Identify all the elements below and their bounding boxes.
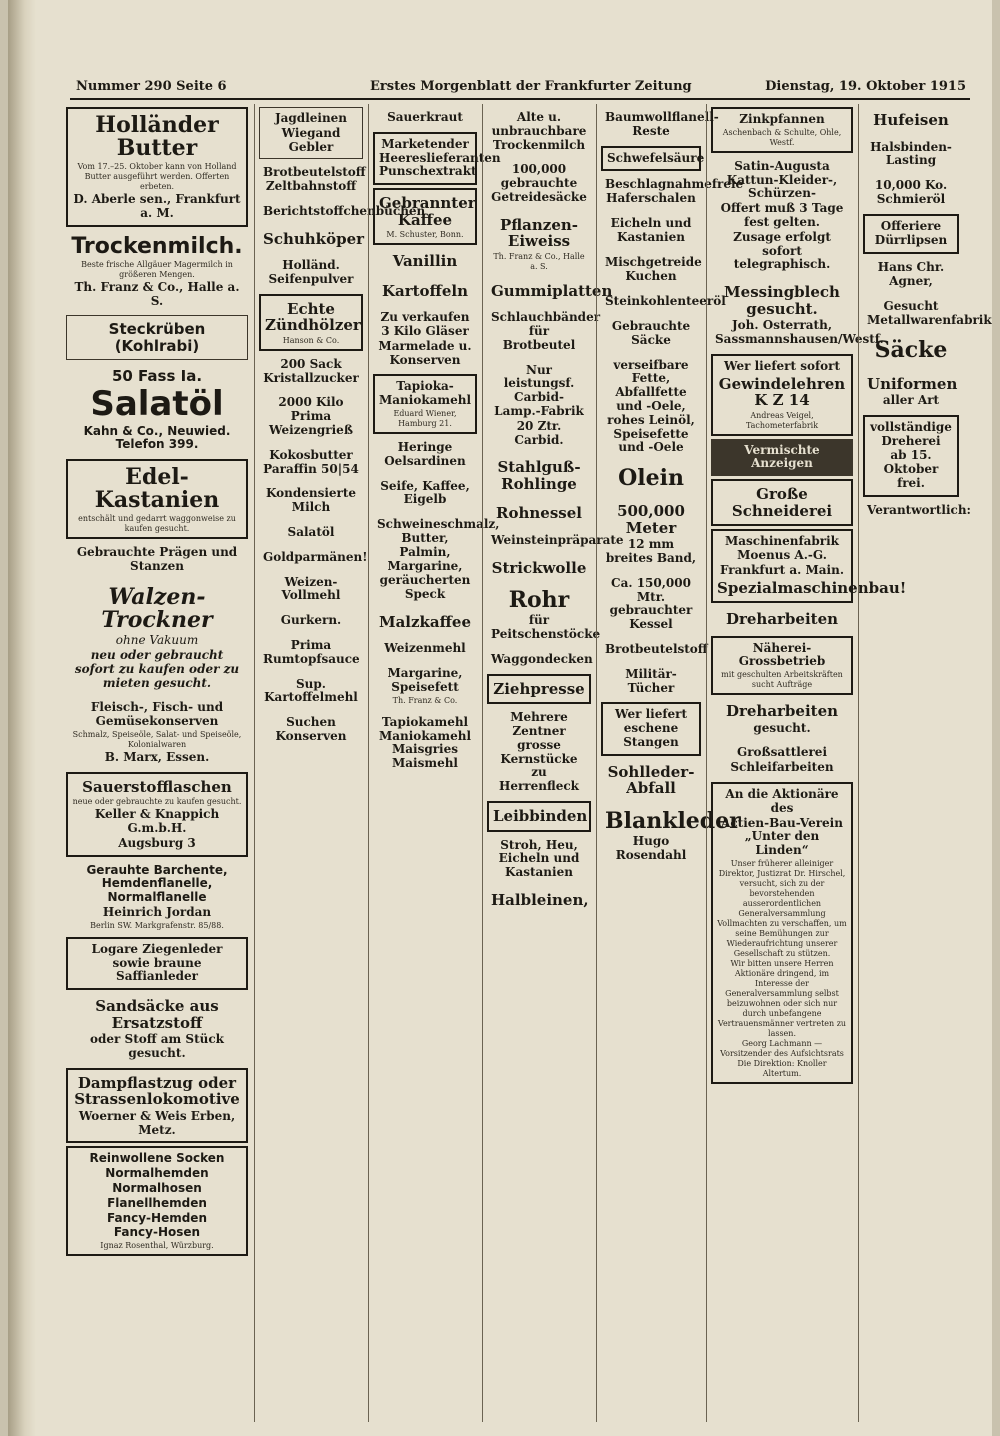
ad-tapioka [373,374,477,434]
ad-title: Schweineschmalz, Butter, Palmin, Margarine, [377,517,500,573]
ad-konserven-gesucht [259,712,363,748]
ad-title: Holländ. Seifenpulver [268,258,354,287]
ad-kondensmilch [259,483,363,519]
socks-line: Normalhosen [112,1181,202,1196]
ad-sender: Heinrich Jordan [102,905,212,920]
ad-title: Weinsteinpräparate [491,532,624,547]
ad-halbleinen [487,887,591,914]
ad-sender: Aschenbach & Schulte, Ohle, Westf. [722,127,842,147]
ad-title: Halbleinen, [491,890,589,909]
ad-band [601,498,701,570]
ad-title: Baumwollflanell-Reste [605,110,719,138]
ad-title: Säcke [874,337,948,364]
ad-grosssattlerei [711,742,853,779]
ad-title: Heringe Oelsardinen [384,439,466,468]
ad-title: Gewindelehren K Z 14 [718,374,846,410]
ad-herrenfleck [487,707,591,798]
ad-title: Dreharbeiten [725,610,839,629]
ad-title: Margarine, Speisefett [387,666,463,695]
ad-sohlleder [601,759,701,802]
ad-sender: Keller & Knappich G.m.b.H. [94,807,220,836]
ad-text: Schmalz, Speiseöle, Salat- und Speiseöle, Kolonialwaren [72,730,242,749]
ad-steckrueben [66,315,248,360]
section-header [711,439,853,477]
ad-title: Dreharbeiten [725,702,839,721]
ad-kristallzucker [259,354,363,390]
ad-sender: Th. Franz & Co., Halle a. S. [493,251,585,271]
ad-quantity: 50 Fass Ia. [111,367,203,386]
ad-question: Wer liefert sofort [723,358,840,373]
ad-text: Beste frische Allgäuer Magermilch in größeren Mengen. [81,259,233,279]
notice-text-2: Wir bitten unsere Herren Aktionäre dringend, im Interesse der Generalversammlung selbst beizuwohnen oder sich nur durch unbefangene Vertrauensmänner vertreten zu lassen. [717,959,847,1039]
ad-title: Echte Zündhölzer [265,299,361,335]
ad-title: 2000 Kilo Prima Weizengrieß [269,395,353,438]
ad-agner [863,257,959,293]
ad-subtitle: geräucherten Speck [379,573,471,602]
ad-title: Brotbeutelstoff [605,642,708,657]
ad-brotbeutelstoff-2 [601,639,708,661]
ad-haferschalen [601,174,744,210]
ad-title: Ziehpresse [493,679,585,698]
ad-title: Suchen Konserven [275,715,347,744]
ad-title: Uniformen [867,374,958,393]
ad-eicheln [601,213,701,249]
ad-weinstein [487,530,624,552]
ad-metallwarenfabrik [863,296,992,332]
ad-title: Edel-Kastanien [94,464,220,514]
ad-schlauchbaender [487,307,601,356]
ad-text: mit geschulten Arbeitskräften sucht Aufträge [721,670,843,690]
ad-title: Ca. 150,000 Mtr. gebrauchter Kessel [609,575,693,632]
column-4 [482,104,624,1422]
ad-title: verseifbare Fette, Abfallfette und -Oele, rohes Leinöl, Speisefette und -Oele [607,357,695,455]
ad-subtitle: 12 mm breites Band, [605,537,697,566]
ad-subtitle: gesucht. [753,720,811,735]
notice-signature: Georg Lachmann — Vorsitzender des Aufsichtsrats [720,1039,844,1059]
column-3 [368,104,501,1422]
ad-title: Gerauhte Barchente, Hemdenflanelle, Normalflanelle [86,862,228,905]
ad-dreharbeiten-gesucht [711,698,853,739]
ad-title: Seife, Kaffee, Eigelb [380,478,470,507]
notice-text: Unser früherer alleiniger Direktor, Justizrat Dr. Hirschel, versucht, sich zu der bevorstehenden ausserordentlichen Generalversammlung Vollmachten zu verschaffen, um seine Bemühungen zur Wiederaufrichtung unserer Gesellschaft zu stützen. [717,859,847,959]
ad-malzkaffee [373,609,477,636]
ad-title: Tapiokamehl Maniokamehl Maisgries Maismehl [378,714,472,771]
ad-city: Augsburg 3 [118,835,196,850]
ad-sender: Hugo Rosendahl [615,833,687,862]
ad-title: vollständige Dreherei [870,419,952,448]
ad-title: Malzkaffee [378,612,472,631]
ad-weizenmehl [373,638,477,660]
ad-title: Wer liefert eschene Stangen [614,707,688,749]
ad-stangen [601,702,701,755]
column-7 [858,104,992,1422]
ad-title: Olein [618,465,684,492]
ad-title: Schuhköper [263,229,365,248]
ad-text: neue oder gebrauchte zu kaufen gesucht. [72,797,242,807]
ad-carbid [487,360,591,452]
ad-title: Vanillin [392,252,458,271]
ad-title: Salatöl [287,525,335,540]
ad-blankleder [601,805,741,867]
ad-salatoel-2 [259,522,363,544]
ad-title: Hufeisen [873,111,949,129]
ad-gurkern [259,610,363,632]
ad-hufeisen [863,107,959,134]
socks-line: Normalhemden [105,1166,209,1181]
ad-mischgetreide [601,252,701,289]
ad-special: Spezialmaschinenbau! [717,578,907,597]
ad-zinkpfannen [711,107,853,153]
ad-title: Fleisch-, Fisch- und Gemüsekonserven [90,700,224,729]
ad-title: Salatöl [90,383,224,424]
ad-saecke-2 [863,334,959,367]
ad-title: Nur leistungsf. Carbid-Lamp.-Fabrik [494,362,584,419]
ad-weizen-vollmehl [259,572,363,608]
ad-title: Dampflastzug oder Strassenlokomotive [74,1073,240,1109]
ad-title: Goldparmänen! [263,549,368,564]
ad-sender: B. Marx, Essen. [104,750,210,764]
ad-satin-augusta [711,156,853,276]
ad-weizengriess [259,392,363,441]
ad-sender: Hanson & Co. [282,335,340,345]
ad-title: Sup. Kartoffelmehl [264,676,358,705]
ad-title: Sandsäcke aus Ersatzstoff [95,997,219,1032]
ad-title: Hans Chr. Agner, [877,260,945,289]
ad-title: Strickwolle [491,558,587,577]
ad-leibbinden [487,801,591,832]
ad-title: Satin-Augusta Kattun-Kleider-, Schürzen- [726,158,838,201]
ad-sender: Woerner & Weis Erben, Metz. [78,1108,236,1137]
ad-ziehpresse [487,674,591,705]
ad-title: Beschlagnahmefreie Haferschalen [605,177,744,206]
ad-title: Gurkern. [280,613,342,628]
ad-title: Gebrauchte Säcke [611,318,691,347]
ad-punschextrakt [373,132,501,185]
ad-sender: Ignaz Rosenthal, Würzburg. [100,1241,214,1251]
ad-zuendhoelzer [259,294,363,351]
ad-title: 100,000 gebrauchte Getreidesäcke [491,162,587,204]
ad-title: Steckrüben (Kohlrabi) [108,320,206,355]
ad-title: Gebrannter Kaffee [379,194,476,229]
ad-title: Gummiplatten [491,281,613,300]
ad-title: Logare Ziegenleder sowie braune Saffianleder [91,941,223,984]
ad-baumwollflanell [601,107,719,143]
ad-title: Steinkohlenteeröl [605,294,726,309]
ad-sandsaecke [66,993,248,1065]
ad-trockenmilch [66,230,248,313]
issue-date: Dienstag, 19. Oktober 1915 [765,79,966,94]
ad-strickwolle [487,555,591,582]
ad-dreharbeiten [711,606,853,633]
ad-sender: Andreas Veigel, Tachometerfabrik [745,410,819,430]
ad-title: Jagdleinen [274,111,348,125]
ad-title: Schlauchbänder für Brotbeutel [491,310,601,352]
ad-text: Vom 17.–25. Oktober kann von Holland Butter ausgeführt werden. Offerten erbeten. [77,162,237,192]
ad-subtitle: oder Stoff am Stück gesucht. [90,1032,224,1061]
ad-kaffee [373,188,477,245]
ad-halsbinden [863,137,959,173]
ad-militaer-tuecher [601,664,701,700]
ad-schmieroel [863,175,959,211]
ad-olein [601,462,701,495]
ad-title: Pflanzen-Eiweiss [499,215,578,251]
imprint [863,500,971,522]
ad-title: Rohr [508,587,570,614]
ad-title: Halsbinden-Lasting [870,139,952,168]
ad-sender: Joh. Osterrath, Sassmannshausen/Westf. [715,318,884,346]
ad-title: Berichtstoffchenbüchen [263,203,426,218]
ad-title: Gesucht Metallwarenfabrik [867,298,992,327]
ad-fette [601,355,701,460]
masthead [70,78,970,100]
socks-line: Fancy-Hemden [106,1210,207,1225]
column-6 [706,104,907,1422]
ad-text: entschält und gedarrt waggonweise zu kaufen gesucht. [78,514,236,534]
ad-steinkohlenteeroel [601,291,726,313]
ad-brotbeutelstoff [259,162,366,198]
ad-title: Großsattlerei [736,745,828,760]
ad-title: Eicheln und Kastanien [610,215,692,244]
ad-sender: Kahn & Co., Neuwied. Telefon 399. [83,423,231,452]
ad-subtitle: Marmelade u. Konserven [378,338,472,367]
ad-seife [373,476,477,512]
ad-title: Kokosbutter Paraffin 50|54 [263,447,359,476]
ad-rumtopf [259,635,363,671]
ad-note: Zusage erfolgt sofort telegraphisch. [733,229,831,272]
ad-edel-kastanien [66,459,248,539]
ad-schwefelsaeure [601,146,705,172]
ad-dampflastzug [66,1068,248,1144]
ad-title: Holländer Butter [95,112,219,162]
ad-subtitle: für Peitschenstöcke [491,613,601,642]
ad-hollaender-butter [66,107,248,227]
issue-number: Nummer 290 Seite 6 [76,79,227,94]
ad-saecke [601,316,701,352]
ad-schneiderei [711,479,853,526]
socks-line: Flanellhemden [107,1195,207,1210]
ad-subtitle: ab 15. Oktober frei. [883,448,939,491]
ad-title: Stroh, Heu, Eicheln und Kastanien [498,837,580,880]
ad-berichtstoff [259,201,426,223]
ad-sauerkraut [373,107,477,129]
ad-walzen-trockner [66,581,248,694]
ad-tapiokamehl [373,712,477,775]
ad-subtitle: aller Art [882,393,940,408]
ad-title: Blankleder [605,807,741,834]
ad-sender: D. Aberle sen., Frankfurt a. M. [73,192,241,220]
ad-title: Stahlguß-Rohlinge [497,458,581,493]
ad-stahlguss [487,454,591,497]
ad-sauerstofflaschen [66,772,248,857]
ad-heringe [373,437,477,473]
ad-title: Sauerkraut [387,110,463,124]
ad-kartoffeln [373,278,477,305]
ad-title: Große Schneiderei [731,485,833,520]
ad-title: Zinkpfannen [739,112,825,126]
ad-title: Prima Rumtopfsauce [263,638,360,666]
socks-line: Reinwollene Socken [89,1151,225,1166]
ad-duerrlipsen [863,214,959,255]
ad-trockenmilch-alt [487,107,591,156]
ad-title: Rohnessel [496,504,582,523]
ad-ziegenleder [66,937,248,990]
ad-moenus [711,529,907,603]
ad-title: Brotbeutelstoff Zeltbahnstoff [263,165,366,194]
ad-city: Frankfurt a. Main. [719,562,845,577]
ad-sender: Wiegand Gebler [281,125,341,154]
ad-getreidesaecke [487,159,591,208]
ad-vanillin [373,248,477,275]
ad-kartoffelmehl [259,674,363,710]
ad-naeherei [711,636,853,696]
ad-seifenpulver [259,255,363,291]
ad-title: Sauerstofflaschen [82,777,232,796]
ad-title: Zu verkaufen 3 Kilo Gläser [380,310,470,338]
ad-subtitle: 20 Ztr. Carbid. [514,418,564,447]
ad-kokosbutter [259,445,363,481]
ad-title: Kartoffeln [381,281,469,300]
ad-salatoel [66,363,248,456]
ad-praegen-stanzen [66,542,248,578]
ad-sender: Eduard Wiener, Hamburg 21. [393,408,457,428]
page-binding [8,0,36,1436]
ad-jagdleinen [259,107,363,159]
ad-title: Militär-Tücher [625,666,677,695]
ad-dreherei [863,415,959,497]
ad-kessel [601,573,701,636]
ad-sender: M. Schuster, Bonn. [386,230,464,240]
notice-title: An die Aktionäre des [725,787,839,815]
ad-gummiplatten [487,278,613,305]
notice-company: Actien-Bau-Verein „Unter den Linden“ [721,815,843,858]
ad-subtitle: Kuchen [625,269,677,284]
ad-sender: Th. Franz & Co. [392,695,458,705]
ad-konserven [66,697,248,768]
ad-rohr [487,584,601,646]
ad-uniformen [863,371,959,412]
ad-pflanzen-eiweiss [487,212,591,275]
ad-title: Waggondecken [491,651,593,666]
ad-title: Tapioka-Maniokamehl [379,379,472,408]
ad-title: Offeriere [880,218,942,233]
ad-text: neu oder gebraucht sofort zu kaufen oder zu mieten gesucht. [74,648,240,690]
ad-title-2: Schleifarbeiten [730,760,834,775]
ad-title: Trockenmilch. [71,233,243,259]
ad-title: Schwefelsäure [607,150,705,165]
ad-title: Maschinenfabrik Moenus A.-G. [724,534,839,562]
ad-title: Mischgetreide [605,254,702,269]
ad-gewindelehren [711,354,853,436]
column-5 [596,104,744,1422]
ad-title: Mehrere Zentner grosse Kernstücke zu Herrenfleck [499,710,579,794]
ad-offer: Offert muß 3 Tage fest gelten. [720,201,844,229]
ad-title: Leibbinden [493,807,588,826]
ad-title: 200 Sack Kristallzucker [263,356,359,385]
ad-title: Weizen-Vollmehl [281,574,341,603]
ad-title: Alte u. unbrauchbare Trockenmilch [491,110,587,152]
ad-title: Marketender Heereslieferanten Punschextrakt [379,136,501,179]
ad-title: Gebrauchte Prägen und Stanzen [76,545,238,574]
notice-aktionaere [711,782,853,1084]
ad-title: Messingblech gesucht. [724,283,840,318]
ad-margarine [373,663,477,709]
ad-socken [66,1146,248,1256]
ad-rohnessel [487,500,591,527]
ad-subtitle: Dürrlipsen [874,233,948,248]
imprint-title: Verantwortlich: [867,502,971,517]
ad-waggondecken [487,649,591,671]
ad-title: 10,000 Ko. Schmieröl [874,178,948,206]
column-1 [62,104,252,1422]
notice-board: Die Direktion: Knoller Altertum. [737,1059,827,1079]
ad-schuhkoeper [259,226,363,253]
ad-glaeser [373,307,477,371]
ad-city: Berlin SW. Markgrafenstr. 85/88. [90,920,224,930]
ad-subtitle: ohne Vakuum [115,633,199,648]
ad-title: Walzen-Trockner [101,584,213,634]
section-title: Vermischte Anzeigen [744,442,820,471]
ad-title: Sohlleder-Abfall [607,762,695,798]
paper-title: Erstes Morgenblatt der Frankfurter Zeitung [370,79,692,94]
ad-schweineschmalz [373,514,500,606]
ad-messingblech [711,279,884,351]
ad-title: 500,000 Meter [617,502,685,537]
ad-sender: Th. Franz & Co., Halle a. S. [74,279,240,308]
socks-line: Fancy-Hosen [113,1225,201,1240]
ad-barchente [66,860,248,934]
ad-stroh-heu [487,835,591,884]
ad-title: Näherei-Grossbetrieb [738,640,826,669]
ad-title: Weizenmehl [384,641,466,656]
ad-title: Kondensierte Milch [265,486,357,515]
ad-goldparmaenen [259,547,368,569]
